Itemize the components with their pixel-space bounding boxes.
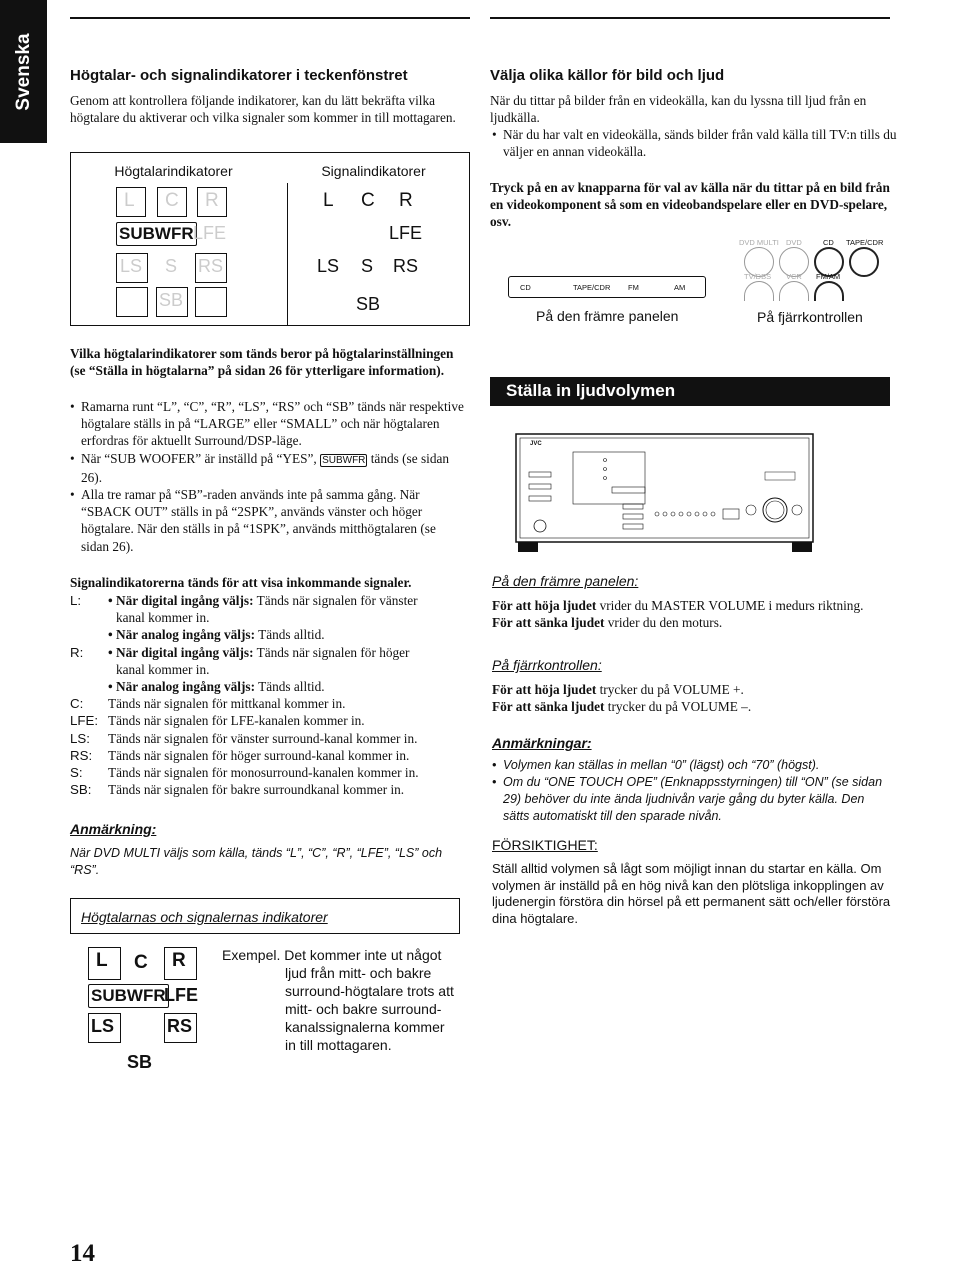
top-rule-left — [70, 17, 470, 19]
notes-heading: Anmärkningar: — [492, 735, 592, 751]
signal-row — [70, 695, 470, 712]
signal-condition: • När analog ingång väljs: — [108, 679, 255, 695]
signal-row — [70, 644, 470, 661]
remote-button-tape-cdr[interactable] — [849, 247, 879, 277]
remote-cutoff-line — [740, 301, 880, 302]
signal-description: Tänds när signalen för höger — [253, 644, 410, 660]
signal-condition: • När digital ingång väljs: — [108, 644, 254, 660]
signal-description: Tänds alltid. — [255, 679, 325, 695]
subwoofer-after: tänds (se sidan 26). — [81, 450, 450, 485]
signal-row — [70, 712, 470, 729]
example-r: R — [172, 950, 186, 971]
front-button-am[interactable]: AM — [674, 283, 686, 292]
speaker-sb: SB — [159, 290, 184, 310]
signal-list — [70, 592, 470, 798]
language-tab-label: Svenska — [12, 32, 34, 111]
signal-condition: • När analog ingång väljs: — [108, 627, 255, 643]
remote-label-cd: CD — [823, 238, 834, 247]
signal-key: LS: — [70, 730, 90, 746]
front-panel-heading: På den främre panelen: — [492, 573, 639, 589]
signal-r: R — [399, 190, 413, 211]
signal-row — [70, 747, 470, 764]
signal-description: Tänds när signalen för vänster surround-kanal kommer in. — [108, 730, 418, 746]
remote-label-dvd: DVD — [786, 238, 802, 247]
signal-row — [70, 764, 470, 781]
signal-key: RS: — [70, 747, 93, 763]
speaker-bullet-subwoofer — [70, 450, 465, 486]
speaker-c: C — [165, 190, 179, 211]
speaker-bullet-frames: • Ramarna runt “L”, “C”, “R”, “LS”, “RS” och “SB” tänds när respektive högtalare ställs in på “LARGE” eller “SMALL” och när högtalaren erfordras för aktuellt Surround/DSP-läge. — [70, 398, 465, 450]
speaker-l: L — [124, 190, 135, 211]
signal-row — [70, 661, 470, 678]
signal-key: C: — [70, 696, 84, 712]
right-bullet: • När du har valt en videokälla, sänds bilder från vald källa till TV:n tills du väljer en annan videokälla. — [492, 126, 898, 160]
signal-row — [70, 678, 470, 695]
front-up-text: vrider du MASTER VOLUME i medurs riktning. — [596, 598, 864, 613]
remote-down — [492, 698, 892, 715]
language-tab — [0, 0, 47, 143]
front-down — [492, 614, 892, 631]
signal-row — [70, 730, 470, 747]
remote-button-vcr[interactable] — [779, 281, 809, 301]
speaker-note: Vilka högtalarindikatorer som tänds beror på högtalarinställningen (se “Ställa in högtalarna” på sidan 26 för ytterligare information). — [70, 346, 454, 379]
example-heading: Högtalarnas och signalernas indikatorer — [81, 909, 328, 925]
example-ls: LS — [91, 1016, 115, 1036]
example-caption: Exempel. Det kommer inte ut något ljud från mitt- och bakre surround-högtalare trots att mitt- och bakre surround-kanalssignalerna kommer in till mottagaren. — [222, 947, 454, 1053]
signal-l: L — [323, 190, 334, 211]
example-sb: SB — [127, 1052, 153, 1072]
right-instruction: Tryck på en av knapparna för val av källa när du tittar på en bild från en videokomponent så som en videobandspelare eller en DVD-spelare, osv. — [490, 180, 890, 230]
volume-heading-bar — [490, 377, 890, 406]
signal-row — [70, 626, 470, 643]
speaker-frame-sbr — [195, 287, 227, 317]
caution-heading: FÖRSIKTIGHET: — [492, 837, 598, 853]
signal-sb: SB — [356, 294, 381, 314]
signal-key: L: — [70, 593, 82, 608]
signal-description: Tänds när signalen för bakre surroundkanal kommer in. — [108, 782, 405, 798]
speaker-frame-sbl — [116, 287, 148, 317]
remote-up — [492, 681, 892, 698]
signal-heading: Signalindikatorerna tänds för att visa inkommande signaler. — [70, 575, 412, 590]
speaker-bullets — [70, 398, 465, 555]
remote-down-bold: För att sänka ljudet — [492, 699, 605, 714]
signal-description: Tänds alltid. — [255, 627, 325, 643]
remote-label-dvd-multi: DVD MULTI — [739, 238, 779, 247]
speaker-s: S — [165, 256, 178, 276]
speaker-bullet-sb: • Alla tre ramar på “SB”-raden används inte på samma gång. När “SBACK OUT” ställs in på “2SPK”, används vänster och höger högtalare. När den ställs in på “1SPK”, används mitthögtalaren (se sidan 26). — [70, 486, 465, 555]
remote-down-text: trycker du på VOLUME –. — [604, 699, 752, 714]
note-volume-range: • Volymen kan ställas in mellan “0” (lägst) och “70” (högst). — [492, 757, 887, 774]
speaker-lfe: LFE — [193, 223, 227, 243]
top-rule-right — [490, 17, 890, 19]
speaker-indicators-label: Högtalarindikatorer — [114, 163, 233, 179]
speaker-rs: RS — [198, 256, 224, 276]
example-lfe: LFE — [164, 985, 198, 1005]
example-subwfr: SUBWFR — [88, 984, 169, 1008]
remote-up-bold: För att höja ljudet — [492, 682, 597, 697]
page-number: 14 — [70, 1240, 95, 1267]
note-heading: Anmärkning: — [70, 821, 157, 837]
signal-description: kanal kommer in. — [116, 610, 210, 626]
signal-description: kanal kommer in. — [116, 661, 210, 677]
right-heading: Välja olika källor för bild och ljud — [490, 67, 725, 84]
remote-label-tv-dbs: TV/DBS — [744, 272, 772, 281]
remote-up-text: trycker du på VOLUME +. — [596, 682, 744, 697]
example-heading-box — [70, 898, 460, 934]
note-text: När DVD MULTI väljs som källa, tänds “L”, “C”, “R”, “LFE”, “LS” och “RS”. — [70, 846, 443, 877]
front-up — [492, 597, 892, 614]
example-c: C — [134, 952, 148, 973]
signal-condition: • När digital ingång väljs: — [108, 593, 254, 608]
front-button-cd[interactable]: CD — [520, 283, 531, 292]
signal-rs: RS — [393, 256, 419, 276]
volume-heading: Ställa in ljudvolymen — [506, 381, 676, 400]
signal-lfe: LFE — [389, 223, 423, 243]
signal-row — [70, 592, 470, 609]
front-down-bold: För att sänka ljudet — [492, 615, 605, 630]
signal-row — [70, 609, 470, 626]
remote-label-fm-am: FM/AM — [816, 272, 841, 281]
signal-key: SB: — [70, 782, 92, 798]
indicator-divider — [287, 183, 288, 326]
front-button-tape-cdr[interactable]: TAPE/CDR — [573, 283, 611, 292]
subwfr-tag: SUBWFR — [322, 454, 366, 466]
remote-heading: På fjärrkontrollen: — [492, 657, 602, 673]
front-down-text: vrider du den moturs. — [604, 615, 723, 630]
left-intro: Genom att kontrollera följande indikatorer, kan du lätt bekräfta vilka högtalare du aktiverar och vilka signaler som kommer in till mottagaren. — [70, 93, 456, 126]
left-heading: Högtalar- och signalindikatorer i teckenfönstret — [70, 67, 408, 84]
remote-label-tape-cdr: TAPE/CDR — [846, 238, 884, 247]
speaker-r: R — [205, 190, 219, 211]
signal-description: Tänds när signalen för mittkanal kommer in. — [108, 696, 346, 712]
remote-label-vcr: VCR — [786, 272, 802, 281]
remote-button-tv-dbs[interactable] — [744, 281, 774, 301]
signal-row — [70, 781, 470, 798]
signal-ls: LS — [317, 256, 340, 276]
subwoofer-before: När “SUB WOOFER” är inställd på “YES”, — [81, 450, 317, 466]
indicator-box — [70, 152, 470, 326]
example-l: L — [96, 950, 108, 971]
signal-key: R: — [70, 644, 84, 660]
speaker-subwfr: SUBWFR — [116, 222, 197, 246]
receiver-brand: JVC — [530, 441, 542, 447]
front-caption: På den främre panelen — [536, 308, 679, 324]
signal-indicators-label: Signalindikatorer — [321, 163, 426, 179]
receiver-illustration — [515, 432, 815, 554]
front-up-bold: För att höja ljudet — [492, 598, 597, 613]
notes-list — [492, 757, 887, 825]
signal-description: Tänds när signalen för vänster — [253, 593, 418, 608]
signal-description: Tänds när signalen för LFE-kanalen kommer in. — [108, 713, 365, 729]
signal-description: Tänds när signalen för monosurround-kanalen kommer in. — [108, 765, 419, 781]
signal-key: LFE: — [70, 713, 99, 729]
front-button-fm[interactable]: FM — [628, 283, 639, 292]
right-intro: När du tittar på bilder från en videokälla, kan du lyssna till ljud från en ljudkälla. — [490, 93, 867, 126]
signal-description: Tänds när signalen för höger surround-kanal kommer in. — [108, 747, 410, 763]
remote-caption: På fjärrkontrollen — [757, 309, 863, 325]
signal-s: S — [361, 256, 374, 276]
example-rs: RS — [167, 1016, 193, 1036]
note-one-touch: • Om du “ONE TOUCH OPE” (Enknappsstyrningen) till “ON” (se sidan 29) behöver du inte ända ljudnivån varje gång du byter källa. Den sätts automatiskt till den sparade nivån. — [492, 774, 887, 825]
signal-key: S: — [70, 765, 83, 781]
remote-button-fm-am[interactable] — [814, 281, 844, 301]
signal-c: C — [361, 190, 375, 211]
caution-text: Ställ alltid volymen så lågt som möjligt innan du startar en källa. Om volymen är inställd på en hög nivå kan den plötsliga inkopplingen av ljudenergin förstöra din hörsel på ett permanent sätt och/eller förstöra dina högtalare. — [492, 861, 891, 926]
speaker-ls: LS — [120, 256, 143, 276]
